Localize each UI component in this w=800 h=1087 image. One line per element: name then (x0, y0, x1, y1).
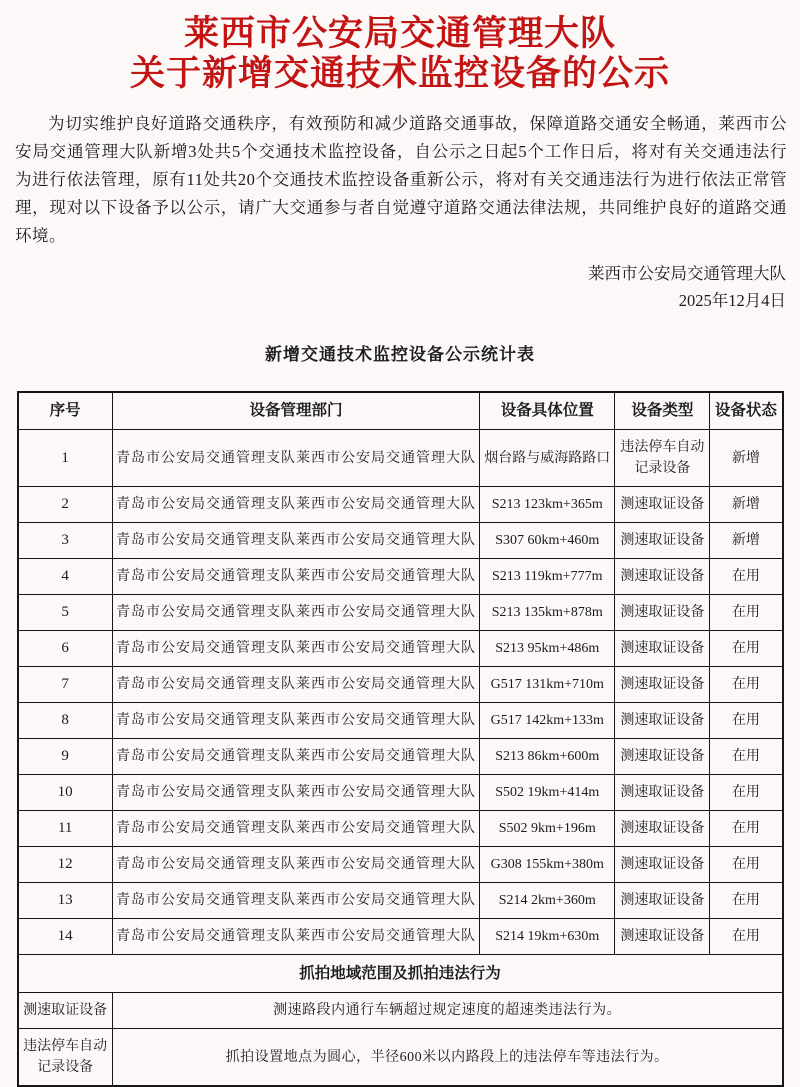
table-row (18, 847, 783, 883)
cell-department: 青岛市公安局交通管理支队莱西市公安局交通管理大队 (112, 703, 479, 739)
table-row (18, 883, 783, 919)
page-title (10, 14, 790, 94)
signature-org: 莱西市公安局交通管理大队 (588, 264, 786, 283)
table-header-row (18, 392, 783, 430)
cell-device-type: 测速取证设备 (615, 703, 710, 739)
cell-device-type: 违法停车自动记录设备 (615, 430, 710, 487)
cell-serial: 13 (18, 883, 113, 919)
capture-row (18, 1029, 783, 1087)
cell-location: S502 19km+414m (480, 775, 615, 811)
cell-serial: 8 (18, 703, 113, 739)
cell-serial: 14 (18, 919, 113, 955)
cell-department: 青岛市公安局交通管理支队莱西市公安局交通管理大队 (112, 631, 479, 667)
cell-status: 在用 (710, 631, 783, 667)
table-row (18, 595, 783, 631)
signature-date: 2025年12月4日 (678, 291, 786, 310)
cell-location: S213 135km+878m (480, 595, 615, 631)
equipment-table (17, 391, 784, 1087)
cell-department: 青岛市公安局交通管理支队莱西市公安局交通管理大队 (112, 811, 479, 847)
cell-device-type: 测速取证设备 (615, 631, 710, 667)
cell-serial: 4 (18, 559, 113, 595)
cell-location: S307 60km+460m (480, 523, 615, 559)
table-row (18, 811, 783, 847)
header-cell-status: 设备状态 (710, 392, 783, 430)
cell-department: 青岛市公安局交通管理支队莱西市公安局交通管理大队 (112, 559, 479, 595)
cell-device-type: 测速取证设备 (615, 775, 710, 811)
cell-department: 青岛市公安局交通管理支队莱西市公安局交通管理大队 (112, 919, 479, 955)
table-row (18, 703, 783, 739)
page-title-line2: 关于新增交通技术监控设备的公示 (129, 54, 670, 93)
cell-status: 在用 (710, 595, 783, 631)
header-cell-serial: 序号 (18, 392, 113, 430)
cell-device-type: 测速取证设备 (615, 811, 710, 847)
header-cell-location: 设备具体位置 (480, 392, 615, 430)
capture-section-row (18, 955, 783, 993)
cell-location: 烟台路与威海路路口 (480, 430, 615, 487)
capture-description: 抓拍设置地点为圆心，半径600米以内路段上的违法停车等违法行为。 (112, 1029, 782, 1087)
table-row (18, 667, 783, 703)
header-cell-department: 设备管理部门 (112, 392, 479, 430)
table-row (18, 559, 783, 595)
cell-status: 在用 (710, 667, 783, 703)
cell-department: 青岛市公安局交通管理支队莱西市公安局交通管理大队 (112, 487, 479, 523)
cell-status: 新增 (710, 523, 783, 559)
cell-device-type: 测速取证设备 (615, 595, 710, 631)
cell-location: G517 131km+710m (480, 667, 615, 703)
cell-status: 新增 (710, 430, 783, 487)
capture-device-label: 测速取证设备 (18, 993, 113, 1029)
table-row (18, 775, 783, 811)
cell-department: 青岛市公安局交通管理支队莱西市公安局交通管理大队 (112, 667, 479, 703)
capture-device-label: 违法停车自动记录设备 (18, 1029, 113, 1087)
cell-device-type: 测速取证设备 (615, 487, 710, 523)
cell-device-type: 测速取证设备 (615, 883, 710, 919)
table-row (18, 430, 783, 487)
page-title-line1: 莱西市公安局交通管理大队 (183, 14, 616, 53)
table-row (18, 919, 783, 955)
cell-status: 在用 (710, 559, 783, 595)
cell-device-type: 测速取证设备 (615, 523, 710, 559)
cell-serial: 6 (18, 631, 113, 667)
cell-location: S213 119km+777m (480, 559, 615, 595)
cell-device-type: 测速取证设备 (615, 919, 710, 955)
table-row (18, 523, 783, 559)
cell-status: 在用 (710, 739, 783, 775)
cell-location: S214 19km+630m (480, 919, 615, 955)
cell-location: S213 86km+600m (480, 739, 615, 775)
cell-status: 在用 (710, 775, 783, 811)
table-title: 新增交通技术监控设备公示统计表 (265, 345, 535, 364)
cell-device-type: 测速取证设备 (615, 559, 710, 595)
cell-location: S213 123km+365m (480, 487, 615, 523)
capture-section-title: 抓拍地域范围及抓拍违法行为 (18, 955, 783, 993)
cell-serial: 5 (18, 595, 113, 631)
cell-department: 青岛市公安局交通管理支队莱西市公安局交通管理大队 (112, 430, 479, 487)
cell-serial: 7 (18, 667, 113, 703)
cell-department: 青岛市公安局交通管理支队莱西市公安局交通管理大队 (112, 883, 479, 919)
cell-department: 青岛市公安局交通管理支队莱西市公安局交通管理大队 (112, 775, 479, 811)
cell-department: 青岛市公安局交通管理支队莱西市公安局交通管理大队 (112, 595, 479, 631)
table-row (18, 631, 783, 667)
cell-department: 青岛市公安局交通管理支队莱西市公安局交通管理大队 (112, 523, 479, 559)
table-row (18, 739, 783, 775)
capture-description: 测速路段内通行车辆超过规定速度的超速类违法行为。 (112, 993, 782, 1029)
cell-department: 青岛市公安局交通管理支队莱西市公安局交通管理大队 (112, 739, 479, 775)
cell-status: 在用 (710, 703, 783, 739)
signature-block (0, 260, 786, 314)
cell-serial: 12 (18, 847, 113, 883)
cell-serial: 11 (18, 811, 113, 847)
cell-location: S213 95km+486m (480, 631, 615, 667)
cell-device-type: 测速取证设备 (615, 847, 710, 883)
notice-paragraph: 为切实维护良好道路交通秩序，有效预防和减少道路交通事故，保障道路交通安全畅通，莱西市公安局交通管理大队新增3处共5个交通技术监控设备，自公示之日起5个工作日后，将对有关交通违法行为进行依法管理，原有11处共20个交通技术监控设备重新公示，将对有关交通违法行为进行依法正常管理，现对以下设备予以公示，请广大交通参与者自觉遵守道路交通法律法规，共同维护良好的道路交通环境。 (15, 114, 787, 245)
capture-row (18, 993, 783, 1029)
cell-department: 青岛市公安局交通管理支队莱西市公安局交通管理大队 (112, 847, 479, 883)
table-body (18, 430, 783, 1087)
cell-location: G517 142km+133m (480, 703, 615, 739)
cell-status: 在用 (710, 919, 783, 955)
cell-status: 在用 (710, 847, 783, 883)
table-row (18, 487, 783, 523)
cell-serial: 9 (18, 739, 113, 775)
cell-location: S502 9km+196m (480, 811, 615, 847)
cell-serial: 10 (18, 775, 113, 811)
cell-serial: 2 (18, 487, 113, 523)
header-cell-type: 设备类型 (615, 392, 710, 430)
cell-device-type: 测速取证设备 (615, 667, 710, 703)
cell-location: G308 155km+380m (480, 847, 615, 883)
cell-status: 在用 (710, 811, 783, 847)
cell-location: S214 2km+360m (480, 883, 615, 919)
cell-status: 新增 (710, 487, 783, 523)
cell-serial: 1 (18, 430, 113, 487)
cell-serial: 3 (18, 523, 113, 559)
cell-status: 在用 (710, 883, 783, 919)
cell-device-type: 测速取证设备 (615, 739, 710, 775)
